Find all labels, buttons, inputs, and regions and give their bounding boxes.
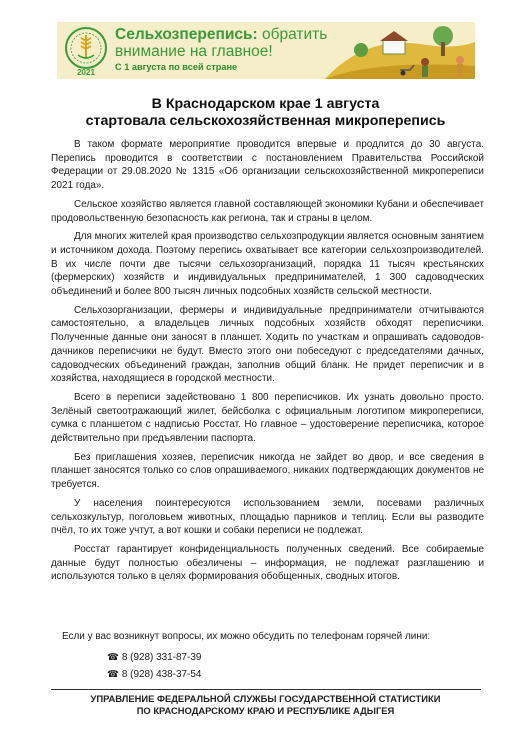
footer-divider	[51, 689, 481, 690]
farm-illustration	[325, 22, 475, 79]
paragraph: У населения поинтересуются использованием земли, посевами различных сельхозкультур, поголовьем животных, площадью парников и теплиц. Если вы разводите пчёл, то их тоже учтут, а вот кошки и собаки переписи не подлежат.	[51, 497, 484, 537]
headline-line-1: В Краснодарском крае 1 августа	[151, 96, 380, 112]
footer-line-1: УПРАВЛЕНИЕ ФЕДЕРАЛЬНОЙ СЛУЖБЫ ГОСУДАРСТВЕННОЙ СТАТИСТИКИ	[90, 693, 441, 704]
paragraph: Без приглашения хозяев, переписчик никогда не зайдет во двор, и все сведения в планшет заносятся только со слов опрашиваемого, никаких подтверждающих документов не требуется.	[51, 451, 484, 491]
paragraph: В таком формате мероприятие проводится впервые и продлится до 30 августа. Перепись проводится в соответствии с постановлением Правительства Российской Федерации от 29.08.2020 № 1315 «Об организации сельскохозяйственной микропереписи 2021 года».	[51, 139, 484, 192]
article-headline	[40, 96, 491, 130]
census-logo-icon	[61, 25, 111, 77]
paragraph: Всего в переписи задействовано 1 800 переписчиков. Их узнать довольно просто. Зелёный светоотражающий жилет, бейсболка с официальным логотипом микропереписи, сумка с планшетом с надписью Росстат. Но главное – удостоверение переписчика, которое действительно при предъявлении паспорта.	[51, 391, 484, 445]
phone-line-1[interactable]	[107, 652, 201, 663]
article-body	[51, 138, 484, 589]
paragraph: Сельхозорганизации, фермеры и индивидуальные предприниматели отчитываются самостоятельно, а владельцев личных подсобных хозяйств обходят переписчики. Полученные данные они заносят в планшет. Ходить по участкам и опрашивать садоводов-дачников переписчики не будут. Вместо этого они побеседуют с председателями дачных, садоводческих объединений граждан, заполнив общий бланк. Не придет переписчик и в хозяйства, находящиеся в городской местности.	[51, 304, 484, 385]
banner-subtitle: внимание на главное!	[115, 43, 273, 60]
hotline-text: Если у вас возникнут вопросы, их можно обсудить по телефонам горячей лини:	[62, 631, 431, 642]
telephone-icon: ☎	[107, 669, 119, 680]
phone-number: 8 (928) 438-37-54	[121, 669, 202, 680]
paragraph: Для многих жителей края производство сельхозпродукции является основным занятием и источником дохода. Поэтому перепись охватывает все категории сельхозпроизводителей. В их числе почти две тысячи сельхозорганизаций, порядка 11 тысяч крестьянских (фермерских) хозяйств и индивидуальных предпринимателей, 1 300 садоводческих объединений и более 800 тысяч личных подсобных хозяйств сельской местности.	[51, 231, 484, 298]
banner-title: Сельхозперепись: обратить	[115, 26, 328, 43]
footer-organization	[40, 693, 491, 716]
paragraph: Росстат гарантирует конфиденциальность полученных сведений. Все собираемые данные будут полностью обезличены – информация, не подлежат разглашению и используются только в целях формирования обобщенных, сводных итогов.	[51, 543, 484, 583]
phone-number: 8 (928) 331-87-39	[121, 652, 202, 663]
phone-line-2[interactable]	[107, 669, 201, 680]
telephone-icon: ☎	[107, 652, 119, 663]
banner-date-line: С 1 августа по всей стране	[115, 62, 238, 72]
headline-line-2: стартовала сельскохозяйственная микроперепись	[85, 113, 446, 129]
census-banner	[57, 22, 475, 79]
logo-year: 2021	[77, 68, 95, 77]
footer-line-2: ПО КРАСНОДАРСКОМУ КРАЮ И РЕСПУБЛИКЕ АДЫГЕЯ	[136, 704, 395, 716]
paragraph: Сельское хозяйство является главной составляющей экономики Кубани и обеспечивает продовольственную безопасность как региона, так и страны в целом.	[51, 198, 484, 224]
